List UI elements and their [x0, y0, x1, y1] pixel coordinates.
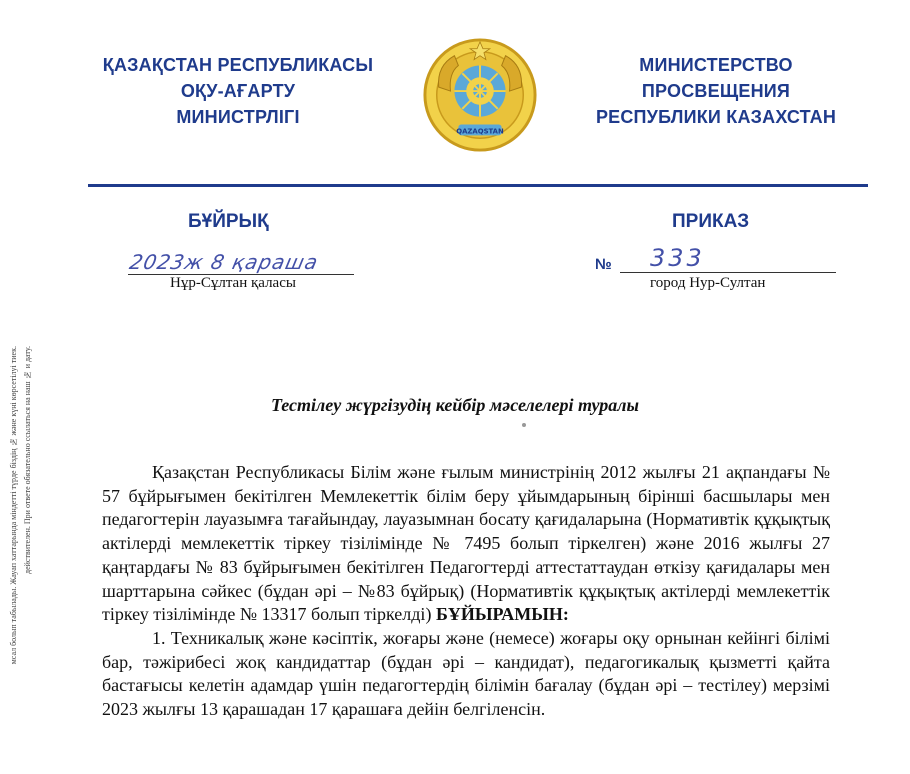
handwritten-number: 333 [650, 244, 705, 272]
header-divider [88, 184, 868, 187]
scan-speck [522, 423, 526, 427]
body-paragraph [102, 461, 830, 627]
ministry-name-ru-line: ПРОСВЕЩЕНИЯ [641, 81, 791, 101]
side-margin-note-text: действителен. При ответе обязательно ссылаться на наш № и дату. [23, 346, 32, 574]
city-kz: Нұр-Сұлтан қаласы [170, 275, 296, 291]
emblem-lettering: QAZAQSTAN [456, 127, 504, 136]
doc-type-kz: БҰЙРЫҚ [188, 211, 269, 232]
number-sign: № [595, 256, 612, 273]
ministry-name-kz [82, 52, 394, 130]
document-body [102, 461, 830, 722]
number-underline [620, 272, 836, 273]
ministry-name-ru-line: МИНИСТЕРСТВО [639, 55, 793, 75]
ministry-name-ru [566, 52, 866, 130]
body-paragraph-text: Қазақстан Республикасы Білім және ғылым министрінің 2012 жылғы 21 ақпандағы № 57 бұйрығымен бекітілген Мемлекеттік білім беру ұйымдарының бірінші басшылары мен педагогтерін лауазымға тағайындау, лауазымнан босату қағидаларына (Нормативтік құқықтық актілерді мемлекеттік тіркеу тізілімінде № 7495 болып тіркелген) және 2016 жылғы 27 қаңтардағы № 83 бұйрығымен бекітілген Педагогтерді аттестаттаудан өткізу қағидалары мен шарттарына сәйкес (бұдан әрі – №83 бұйрық) (Нормативтік құқықтық актілерді мемлекеттік тіркеу тізілімінде № 13317 болып тіркелді) [102, 462, 830, 625]
ministry-name-kz-line: ҚАЗАҚСТАН РЕСПУБЛИКАСЫ [102, 55, 374, 75]
city-ru: город Нур-Султан [650, 275, 766, 291]
order-keyword: БҰЙЫРАМЫН: [435, 604, 569, 625]
state-emblem-icon [421, 36, 539, 154]
body-paragraph: 1. Техникалық және кәсіптік, жоғары және (немесе) жоғары оқу орнынан кейінгі білімі бар, тәжірибесі жоқ кандидаттар (бұдан әрі – кандидат), педагогикалық қызметті қайта бастағысы келетін адамдар үшін педагогтердің білімін бағалау (бұдан әрі – тестілеу) мерзімі 2023 жылғы 13 қарашадан 17 қарашаға дейін белгіленсін. [102, 627, 830, 720]
ministry-name-kz-line: МИНИСТРЛІГІ [176, 107, 300, 127]
handwritten-date: 2023ж 8 қараша [127, 250, 321, 274]
document-subject: Тестілеу жүргізудің кейбір мәселелері туралы [270, 395, 640, 415]
ministry-name-kz-line: ОҚУ-АҒАРТУ [180, 81, 296, 101]
doc-type-ru: ПРИКАЗ [672, 211, 750, 232]
side-margin-note-text: мсал болып табылады. Жауап хаттарында міндетті түрде біздің № және күні көрсетілуі тиек. [9, 346, 18, 665]
ministry-name-ru-line: РЕСПУБЛИКИ КАЗАХСТАН [595, 107, 837, 127]
